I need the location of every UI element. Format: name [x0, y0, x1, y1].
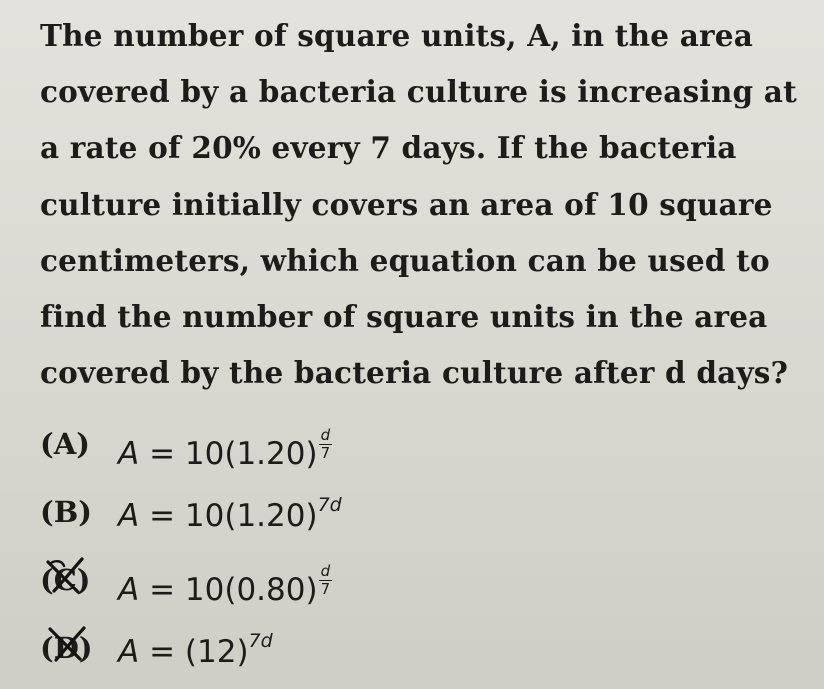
choice-b-letter: (B): [40, 495, 92, 529]
choice-a-exponent-fraction: [319, 428, 333, 461]
answer-choices: [40, 412, 540, 684]
choice-a-rhs: = 10(1.20): [149, 436, 318, 472]
choice-c-rhs: = 10(0.80): [149, 572, 318, 608]
choice-c-exponent-numerator: d: [320, 562, 331, 580]
choice-b-exponent: 7d: [317, 494, 342, 516]
choice-c-letter: (C): [40, 563, 91, 597]
question-line: a rate of 20% every 7 days. If the bacteria: [40, 130, 737, 166]
choice-a-exponent-denominator: 7: [320, 444, 331, 462]
choice-d-exponent: 7d: [248, 630, 273, 652]
question-line: The number of square units, A, in the area: [40, 18, 754, 53]
choice-c-exponent-denominator: 7: [320, 580, 331, 598]
question-line: covered by a bacteria culture is increasing at: [40, 74, 797, 110]
choice-d[interactable]: [40, 616, 540, 684]
question-line: centimeters, which equation can be used to: [40, 242, 770, 278]
choice-d-letter: (D): [40, 631, 93, 665]
choice-d-rhs: = (12): [149, 634, 249, 670]
choice-b[interactable]: [40, 480, 540, 548]
choice-a-exponent-numerator: d: [320, 426, 331, 444]
choice-a-equation: [118, 428, 332, 470]
choice-c[interactable]: [40, 548, 540, 616]
choice-a[interactable]: [40, 412, 540, 480]
choice-d-lhs: A: [118, 634, 140, 670]
choice-c-lhs: A: [118, 572, 140, 608]
choice-b-equation: [118, 496, 342, 532]
choice-c-equation: [118, 564, 332, 606]
choice-b-rhs: = 10(1.20): [149, 498, 318, 534]
choice-a-lhs: A: [118, 436, 140, 472]
question-line: find the number of square units in the area: [40, 299, 768, 335]
question-line: culture initially covers an area of 10 square: [40, 186, 773, 222]
question-text: [40, 8, 810, 401]
choice-b-lhs: A: [118, 498, 140, 534]
choice-a-letter: (A): [40, 427, 90, 461]
question-line: covered by the bacteria culture after d days?: [40, 355, 789, 391]
choice-c-exponent-fraction: [319, 564, 333, 597]
choice-d-equation: [118, 632, 273, 668]
